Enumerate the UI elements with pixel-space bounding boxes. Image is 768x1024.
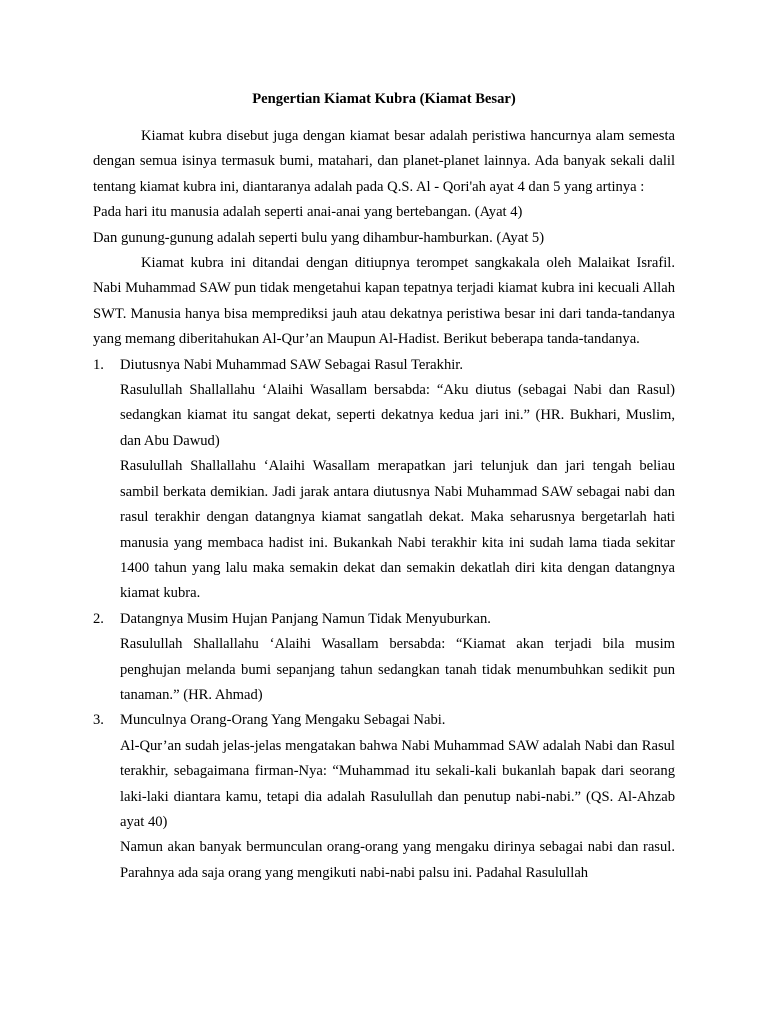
list-item-paragraph: Rasulullah Shallallahu ‘Alaihi Wasallam bersabda: “Kiamat akan terjadi bila musim penghujan melanda bumi sepanjang tahun sedangkan tanah tidak menumbuhkan sedikit pun tanaman.” (HR. Ahmad): [120, 636, 675, 703]
list-item-paragraph: Al-Qur’an sudah jelas-jelas mengatakan bahwa Nabi Muhammad SAW adalah Nabi dan Rasul terakhir, sebagaimana firman-Nya: “Muhammad itu sekali-kali bukanlah bapak dari seorang laki-laki diantara kamu, tetapi dia adalah Rasulullah dan penutup nabi-nabi.” (QS. Al-Ahzab ayat 40): [120, 737, 675, 830]
verse-4-line: Pada hari itu manusia adalah seperti anai-anai yang bertebangan. (Ayat 4): [93, 204, 523, 221]
list-item: [93, 708, 675, 886]
list-item-heading: Munculnya Orang-Orang Yang Mengaku Sebagai Nabi.: [120, 712, 446, 729]
list-item-number: 3.: [93, 712, 104, 729]
list-item-paragraph: Rasulullah Shallallahu ‘Alaihi Wasallam bersabda: “Aku diutus (sebagai Nabi dan Rasul) sedangkan kiamat itu sangat dekat, seperti dekatnya kedua jari ini.” (HR. Bukhari, Muslim, dan Abu Dawud): [120, 382, 675, 449]
list-item: [93, 353, 675, 607]
intro-paragraph: Kiamat kubra disebut juga dengan kiamat besar adalah peristiwa hancurnya alam semesta dengan semua isinya termasuk bumi, matahari, dan planet-planet lainnya. Ada banyak sekali dalil tentang kiamat kubra ini, diantaranya adalah pada Q.S. Al - Qori'ah ayat 4 dan 5 yang artinya :: [93, 128, 675, 195]
list-item: [93, 607, 675, 709]
list-item-number: 1.: [93, 356, 104, 373]
list-item-heading: Datangnya Musim Hujan Panjang Namun Tidak Menyuburkan.: [120, 610, 491, 627]
document-body: [93, 87, 675, 886]
signs-list: [93, 353, 675, 887]
list-item-number: 2.: [93, 610, 104, 627]
signs-intro-paragraph: Kiamat kubra ini ditandai dengan ditiupnya terompet sangkakala oleh Malaikat Israfil. Nabi Muhammad SAW pun tidak mengetahui kapan tepatnya terjadi kiamat kubra ini kecuali Allah SWT. Manusia hanya bisa memprediksi jauh atau dekatnya peristiwa besar ini dari tanda-tandanya yang memang diberitahukan Al-Qur’an Maupun Al-Hadist. Berikut beberapa tanda-tandanya.: [93, 255, 675, 348]
list-item-paragraph: Rasulullah Shallallahu ‘Alaihi Wasallam merapatkan jari telunjuk dan jari tengah beliau sambil berkata demikian. Jadi jarak antara diutusnya Nabi Muhammad SAW sebagai nabi dan rasul terakhir dengan datangnya kiamat sangatlah dekat. Maka seharusnya bergetarlah hati manusia yang membaca hadist ini. Bukankah Nabi terakhir kita ini sudah lama tiada sekitar 1400 tahun yang lalu maka semakin dekat dan semakin dekatlah diri kita dengan datangnya kiamat kubra.: [120, 458, 675, 602]
verse-5-line: Dan gunung-gunung adalah seperti bulu yang dihambur-hamburkan. (Ayat 5): [93, 229, 545, 246]
list-item-heading: Diutusnya Nabi Muhammad SAW Sebagai Rasul Terakhir.: [120, 356, 464, 373]
document-title: Pengertian Kiamat Kubra (Kiamat Besar): [252, 91, 516, 107]
list-item-paragraph: Namun akan banyak bermunculan orang-orang yang mengaku dirinya sebagai nabi dan rasul. Parahnya ada saja orang yang mengikuti nabi-nabi palsu ini. Padahal Rasulullah: [120, 839, 675, 881]
